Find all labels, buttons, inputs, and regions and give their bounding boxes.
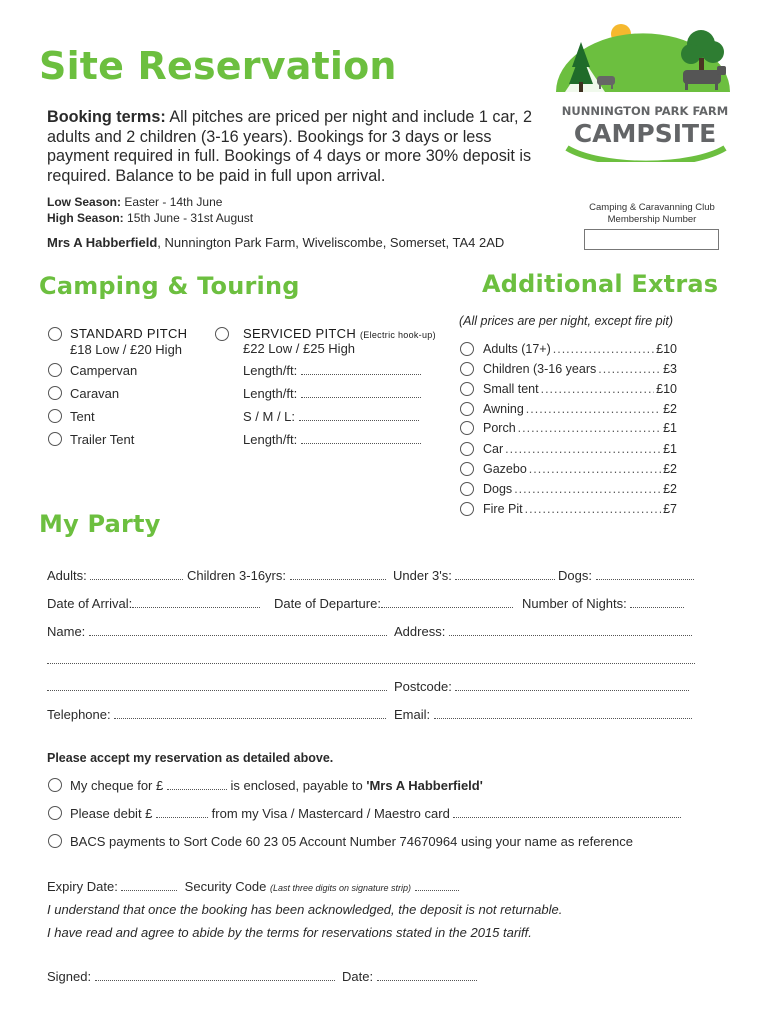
address-line-2[interactable] (47, 652, 695, 667)
campsite-logo (553, 22, 733, 162)
campervan-size-label: Length/ft: (243, 363, 298, 378)
low-season (47, 195, 222, 209)
tent-size-field[interactable] (243, 409, 419, 424)
cheque-payee: 'Mrs A Habberfield' (366, 778, 483, 793)
owner-address-text: , Nunnington Park Farm, Wiveliscombe, Somerset, TA4 2AD (157, 235, 505, 250)
arrival-label: Date of Arrival: (47, 596, 133, 611)
under3-field[interactable] (393, 568, 555, 583)
serviced-pitch-price: £22 Low / £25 High (243, 341, 356, 356)
nights-label: Number of Nights: (522, 596, 627, 611)
serviced-pitch (243, 326, 436, 341)
extra-label: Dogs (483, 482, 513, 496)
extra-label: Gazebo (483, 462, 527, 476)
extra-small-tent-radio[interactable] (460, 382, 474, 396)
expiry-security-row (47, 879, 459, 894)
expiry-input[interactable] (121, 879, 177, 891)
caravan-label: Caravan (70, 386, 120, 401)
cheque-amount-input[interactable] (167, 778, 227, 790)
extra-gazebo-radio[interactable] (460, 462, 474, 476)
cheque-label-a: My cheque for £ (70, 778, 164, 793)
my-party-heading: My Party (39, 510, 161, 538)
extra-price: £2 (663, 462, 677, 476)
low-season-value: Easter - 14th June (124, 195, 223, 209)
cheque-option (70, 778, 483, 793)
extra-porch (483, 421, 677, 435)
acknowledgement-deposit: I understand that once the booking has been acknowledged, the deposit is not returnable. (47, 902, 563, 917)
security-label: Security Code (184, 879, 267, 894)
security-input[interactable] (415, 879, 459, 891)
debit-label-b: from my Visa / Mastercard / Maestro card (211, 806, 450, 821)
standard-pitch-price: £18 Low / £20 High (70, 342, 183, 357)
expiry-label: Expiry Date: (47, 879, 118, 894)
tent-size-label: S / M / L: (243, 409, 296, 424)
cow-icon (683, 70, 721, 84)
serviced-pitch-label: SERVICED PITCH (243, 326, 357, 341)
extra-gazebo (483, 462, 677, 476)
serviced-pitch-radio[interactable] (215, 327, 229, 341)
additional-extras-heading: Additional Extras (482, 270, 719, 298)
booking-terms-text: All pitches are priced per night and include 1 car, 2 adults and 2 children (3-16 years). Bookings for 3 days or less payment required in full. Bookings of 4 days or more 30% deposit is required. Balance to be paid in full upon arrival. (47, 108, 532, 185)
club-membership-input[interactable] (584, 229, 719, 250)
extra-price: £1 (663, 442, 677, 456)
page-title: Site Reservation (39, 44, 397, 88)
owner-address (47, 235, 504, 250)
booking-terms (47, 108, 557, 186)
standard-pitch-radio[interactable] (48, 327, 62, 341)
telephone-label: Telephone: (47, 707, 111, 722)
low-season-label: Low Season: (47, 195, 122, 209)
extra-price: £3 (663, 362, 677, 376)
extra-adults-radio[interactable] (460, 342, 474, 356)
address-label: Address: (394, 624, 446, 639)
security-note: (Last three digits on signature strip) (269, 883, 412, 893)
adults-field[interactable] (47, 568, 183, 583)
standard-pitch-label: STANDARD PITCH (70, 326, 188, 341)
postcode-field[interactable] (394, 679, 689, 694)
departure-label: Date of Departure: (274, 596, 381, 611)
caravan-size-label: Length/ft: (243, 386, 298, 401)
trailer-tent-label: Trailer Tent (70, 432, 135, 447)
extra-label: Porch (483, 421, 516, 435)
extras-note: (All prices are per night, except fire pit) (459, 314, 673, 328)
acknowledgement-terms: I have read and agree to abide by the terms for reservations stated in the 2015 tariff. (47, 925, 532, 940)
extra-fire-pit (483, 502, 677, 516)
extra-dogs-radio[interactable] (460, 482, 474, 496)
extra-children-radio[interactable] (460, 362, 474, 376)
extra-car-radio[interactable] (460, 442, 474, 456)
extra-car (483, 442, 677, 456)
owner-name: Mrs A Habberfield (47, 235, 158, 250)
payment-intro: Please accept my reservation as detailed above. (47, 751, 334, 765)
extra-price: £10 (656, 342, 677, 356)
dogs-label: Dogs: (558, 568, 592, 583)
tent-radio[interactable] (48, 409, 62, 423)
adults-label: Adults: (47, 568, 87, 583)
postcode-label: Postcode: (394, 679, 452, 694)
extra-price: £7 (663, 502, 677, 516)
extra-dogs (483, 482, 677, 496)
card-number-input[interactable] (453, 806, 681, 818)
bacs-radio[interactable] (48, 834, 62, 848)
name-field[interactable] (47, 624, 387, 639)
nights-field[interactable] (522, 596, 684, 611)
extra-awning (483, 402, 677, 416)
signed-label: Signed: (47, 969, 92, 984)
camping-touring-heading: Camping & Touring (39, 272, 300, 300)
name-label: Name: (47, 624, 86, 639)
signed-date-field[interactable] (342, 969, 477, 984)
address-field[interactable] (394, 624, 692, 639)
children-field[interactable] (187, 568, 386, 583)
debit-label-a: Please debit £ (70, 806, 153, 821)
departure-field[interactable] (274, 596, 513, 611)
caravan-radio[interactable] (48, 386, 62, 400)
debit-radio[interactable] (48, 806, 62, 820)
extra-price: £2 (663, 402, 677, 416)
extra-label: Small tent (483, 382, 539, 396)
high-season (47, 211, 253, 225)
extra-porch-radio[interactable] (460, 421, 474, 435)
high-season-label: High Season: (47, 211, 124, 225)
debit-option (70, 806, 681, 821)
telephone-field[interactable] (47, 707, 386, 722)
pig-icon (597, 76, 615, 85)
serviced-pitch-note: (Electric hook-up) (359, 330, 436, 340)
trailer-tent-size-label: Length/ft: (243, 432, 298, 447)
under3-label: Under 3's: (393, 568, 452, 583)
extra-price: £2 (663, 482, 677, 496)
campervan-radio[interactable] (48, 363, 62, 377)
children-label: Children 3-16yrs: (187, 568, 286, 583)
extra-fire-pit-radio[interactable] (460, 502, 474, 516)
campervan-label: Campervan (70, 363, 138, 378)
dogs-field[interactable] (558, 568, 694, 583)
extra-label: Fire Pit (483, 502, 523, 516)
signed-field[interactable] (47, 969, 335, 984)
booking-terms-label: Booking terms: (47, 108, 166, 126)
trailer-tent-size-field[interactable] (243, 432, 421, 447)
extra-label: Adults (17+) (483, 342, 551, 356)
campervan-size-field[interactable] (243, 363, 421, 378)
tent-label: Tent (70, 409, 95, 424)
email-field[interactable] (394, 707, 692, 722)
signed-date-label: Date: (342, 969, 374, 984)
extra-small-tent (483, 382, 677, 396)
bacs-label: BACS payments to Sort Code 60 23 05 Account Number 74670964 using your name as reference (70, 834, 633, 849)
extra-price: £10 (656, 382, 677, 396)
arrival-field[interactable] (47, 596, 260, 611)
trailer-tent-radio[interactable] (48, 432, 62, 446)
extra-awning-radio[interactable] (460, 402, 474, 416)
logo-line1: NUNNINGTON PARK FARM (561, 104, 729, 118)
high-season-value: 15th June - 31st August (127, 211, 254, 225)
logo-line2: CAMPSITE (573, 119, 717, 148)
extra-label: Awning (483, 402, 524, 416)
cheque-label-b: is enclosed, payable to (230, 778, 363, 793)
extra-label: Children (3-16 years (483, 362, 597, 376)
email-label: Email: (394, 707, 431, 722)
extra-children (483, 362, 677, 376)
cheque-radio[interactable] (48, 778, 62, 792)
debit-amount-input[interactable] (156, 806, 208, 818)
address-line-3[interactable] (47, 679, 387, 694)
club-membership-label: Camping & Caravanning Club Membership Number (589, 202, 715, 225)
extra-label: Car (483, 442, 504, 456)
extra-price: £1 (663, 421, 677, 435)
caravan-size-field[interactable] (243, 386, 421, 401)
extra-adults (483, 342, 677, 356)
